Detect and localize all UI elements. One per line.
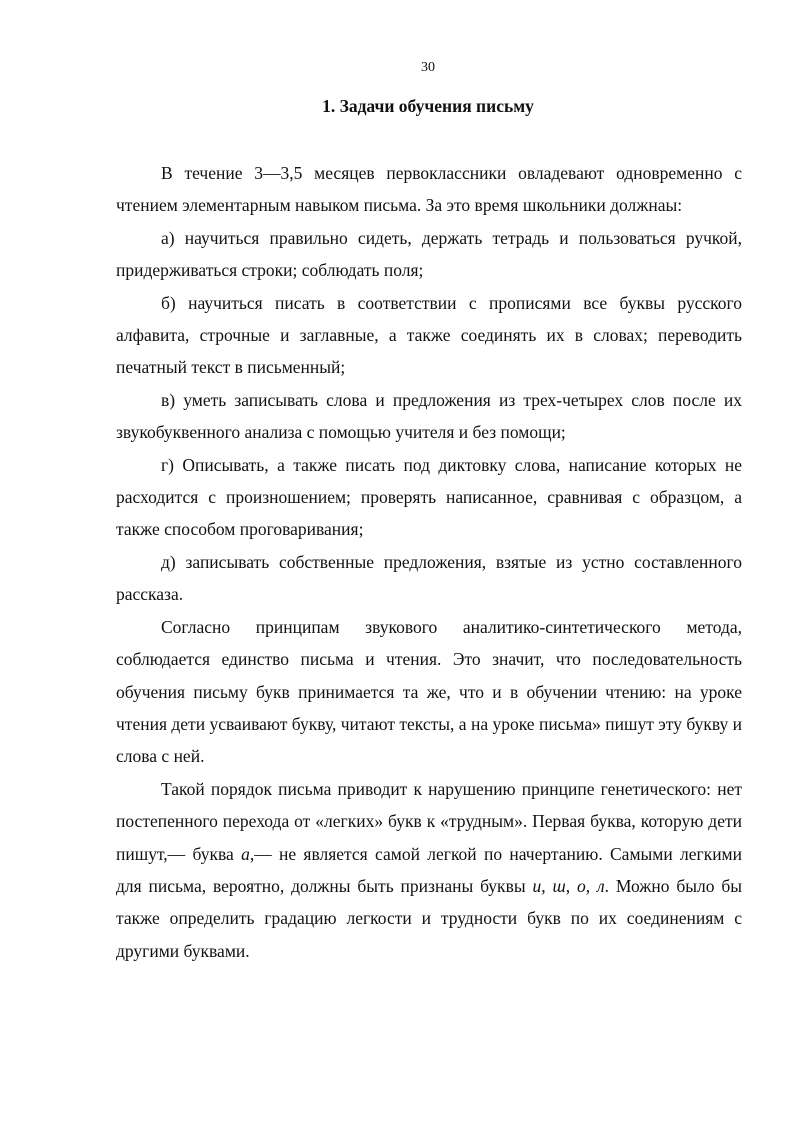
page-number: 30 [421, 60, 435, 75]
paragraph-order [116, 773, 742, 967]
body-text [116, 157, 742, 967]
italic-letter: л [596, 875, 605, 896]
paragraph-item-g: г) Описывать, а также писать под диктовку слова, написание которых не расходится с произношением; проверять написанное, сравнивая с образцом, а также способом проговаривания; [116, 454, 742, 540]
italic-letter: а [241, 843, 250, 864]
paragraph-principles: Согласно принципам звукового аналитико-синтетического метода, соблюдается единство письма и чтения. Это значит, что последовательность обучения письму букв принимается та же, что и в обучении чтению: на уроке чтения дети усваивают букву, читают тексты, а на уроке письма» пишут эту букву и слова с ней. [116, 616, 742, 767]
text-fragment: ,— не является самой легкой по начертанию. Самыми легкими для письма, вероятно, должны быть признаны буквы [116, 843, 743, 896]
paragraph-item-v: в) уметь записывать слова и предложения из трех-четырех слов после их звукобуквенного анализа с помощью учителя и без помощи; [116, 389, 742, 443]
paragraph-item-a: а) научиться правильно сидеть, держать тетрадь и пользоваться ручкой, придерживаться строки; соблюдать поля; [116, 227, 742, 281]
text-fragment: , [585, 875, 597, 896]
text-fragment: . Можно было бы также определить градацию легкости и трудности букв по их соединениям с другими буквами. [116, 875, 743, 961]
italic-letter: о [576, 875, 586, 896]
section-title: 1. Задачи обучения письму [322, 96, 534, 116]
text-fragment: , [565, 875, 577, 896]
paragraph-item-d: д) записывать собственные предложения, взятые из устно составленного рассказа. [116, 551, 742, 605]
italic-letter: ш [552, 875, 566, 896]
italic-letter: и [532, 875, 542, 896]
paragraph-intro: В течение 3—3,5 месяцев первоклассники овладевают одновременно с чтением элементарным навыком письма. За это время школьники должнаы: [116, 163, 742, 216]
text-fragment: Такой порядок письма приводит к нарушению принципе генетического: нет постепенного перехода от «легких» букв к «трудным». Первая буква, которую дети пишут,— буква [116, 778, 742, 864]
text-fragment: , [541, 875, 553, 896]
paragraph-item-b: б) научиться писать в соответствии с прописями все буквы русского алфавита, строчные и заглавные, а также соединять их в словах; переводить печатный текст в письменный; [116, 292, 742, 378]
